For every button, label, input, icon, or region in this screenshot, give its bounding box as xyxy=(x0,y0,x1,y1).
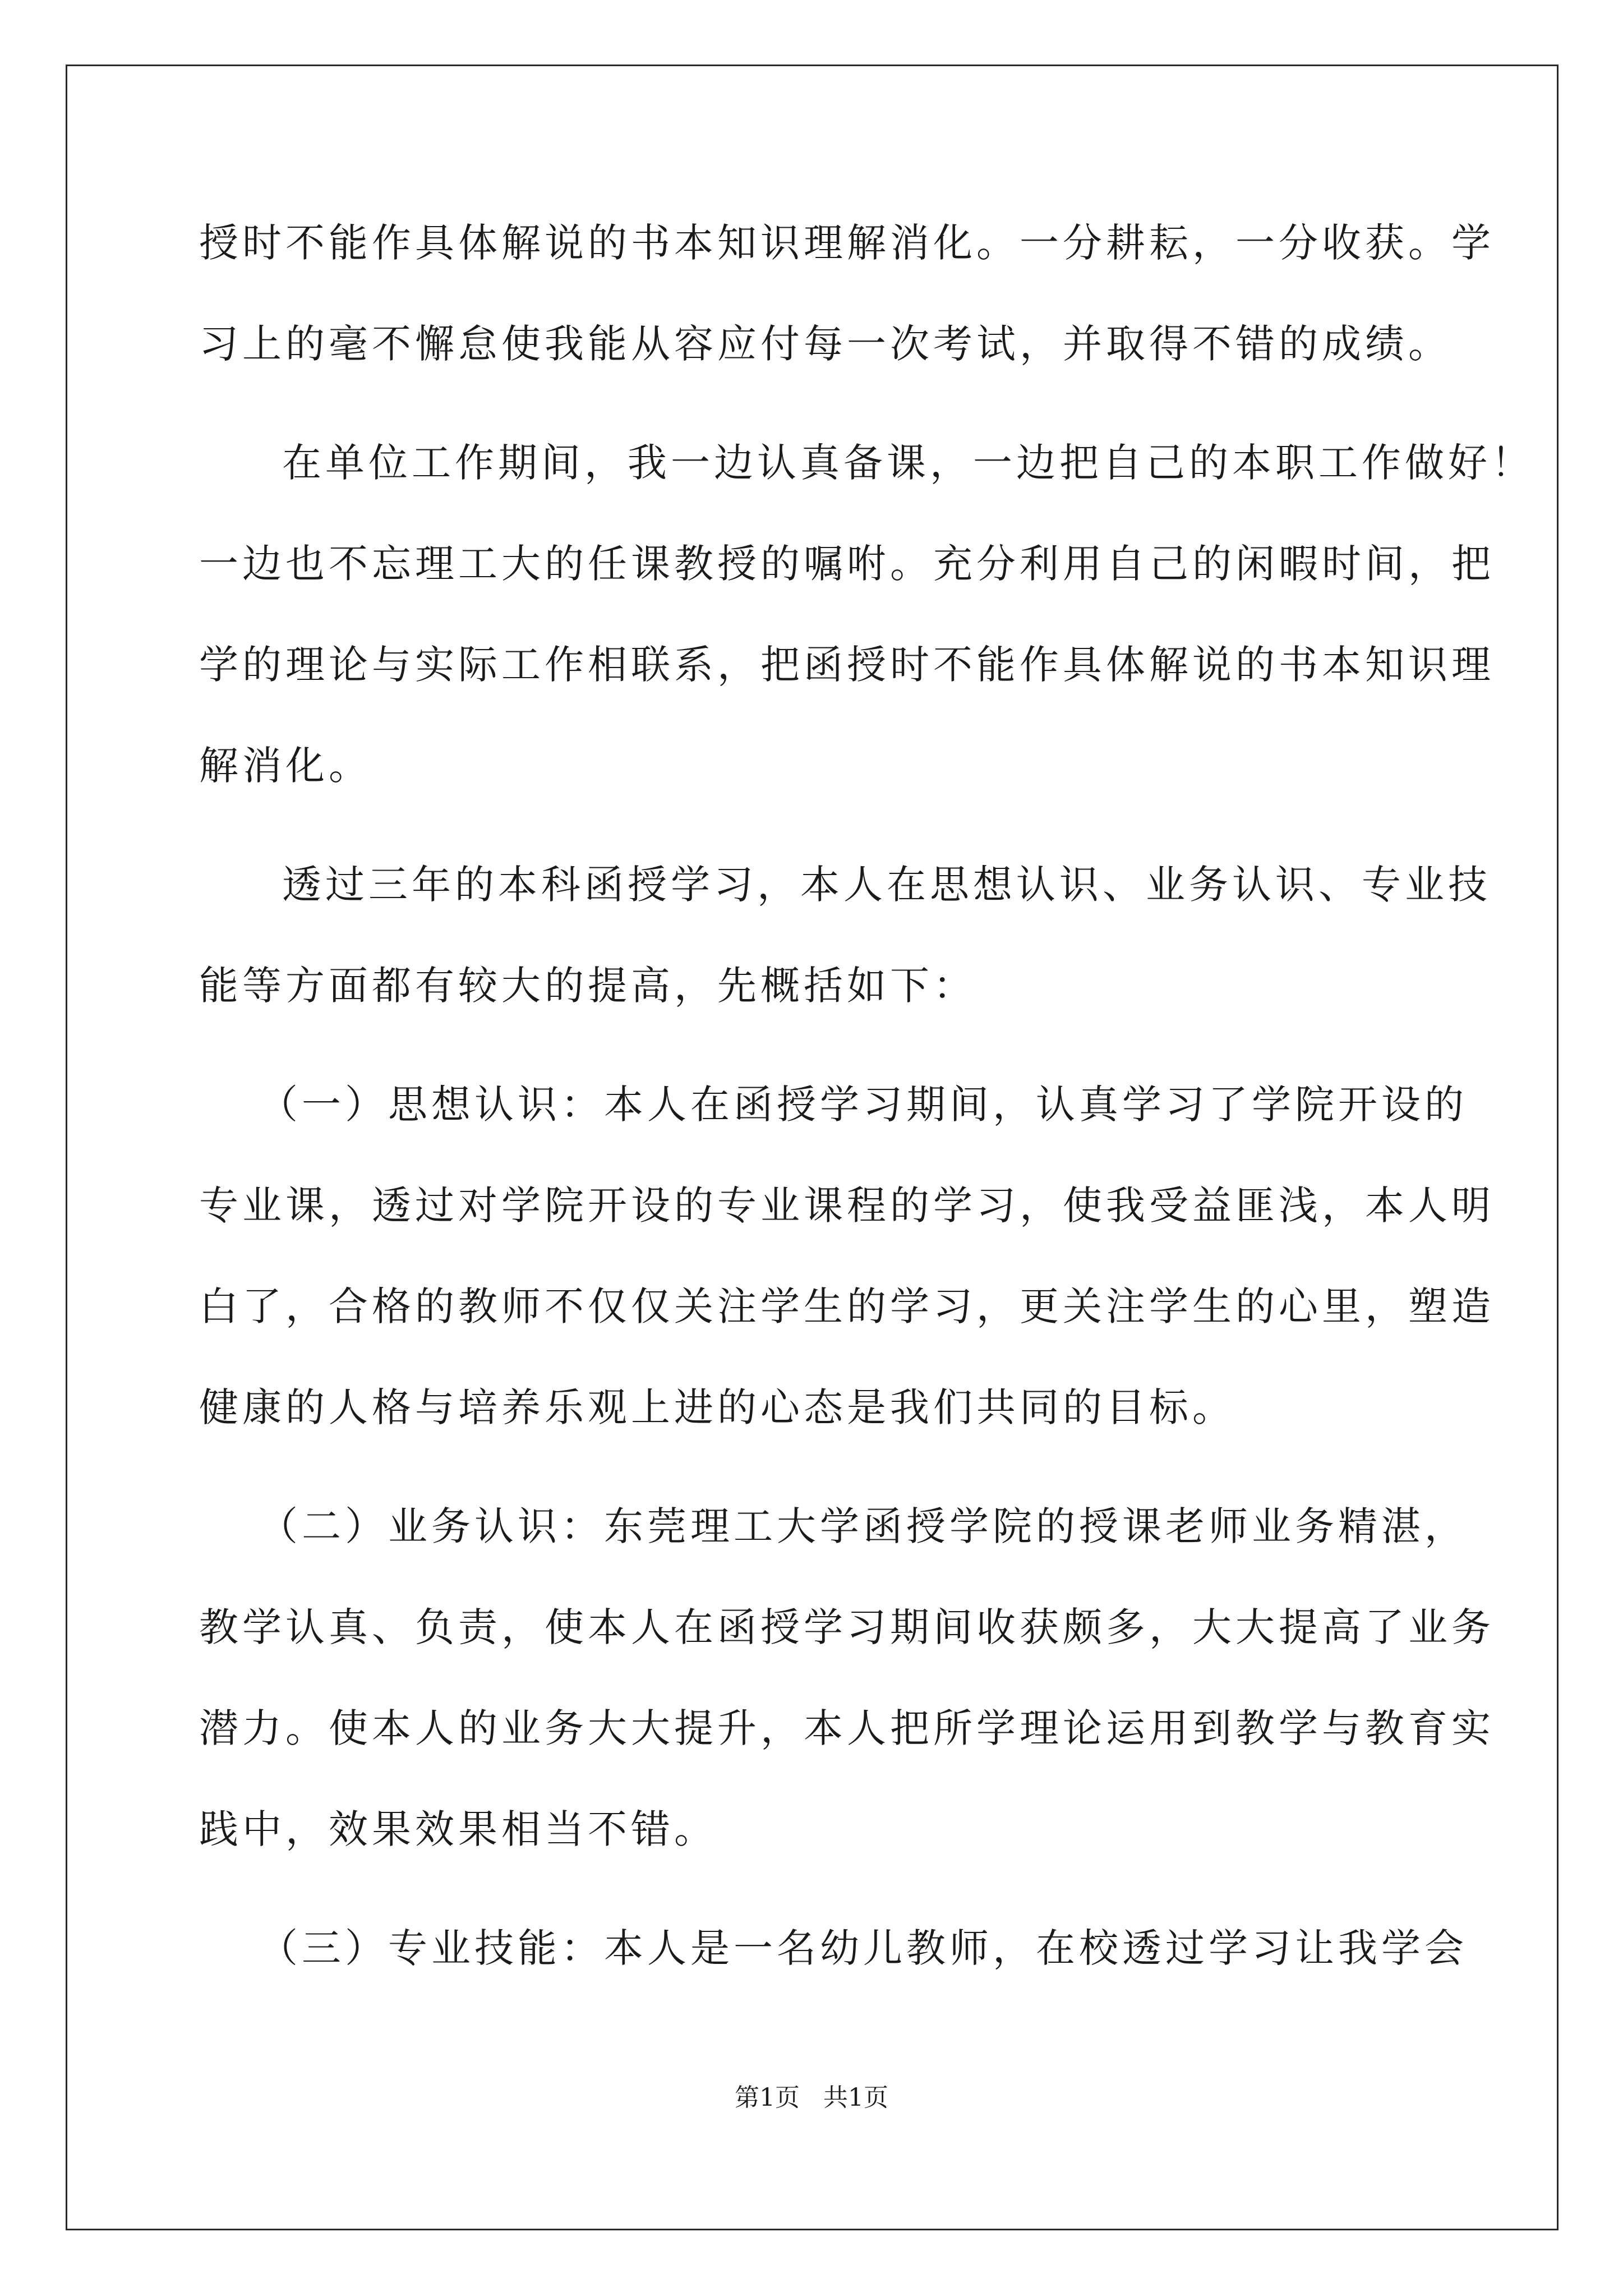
text-line: 践中，效果效果相当不错。 xyxy=(199,1806,717,1852)
text-line: 习上的毫不懈怠使我能从容应付每一次考试，并取得不错的成绩。 xyxy=(199,321,1451,367)
text-line: 一边也不忘理工大的任课教授的嘱咐。充分利用自己的闲暇时间，把 xyxy=(199,541,1495,587)
text-line: 能等方面都有较大的提高，先概括如下： xyxy=(199,963,976,1009)
paragraph-first-line: 在单位工作期间，我一边认真备课，一边把自己的本职工作做好！ xyxy=(282,440,1534,486)
text-line: 潜力。使本人的业务大大提升，本人把所学理论运用到教学与教育实 xyxy=(199,1705,1495,1751)
page-number-footer: 第1页 共1页 xyxy=(735,2083,888,2112)
paragraph-first-line: （二）业务认识：东莞理工大学函授学院的授课老师业务精湛， xyxy=(259,1503,1468,1549)
text-line: 专业课，透过对学院开设的专业课程的学习，使我受益匪浅，本人明 xyxy=(199,1182,1495,1228)
text-line: 白了，合格的教师不仅仅关注学生的学习，更关注学生的心里，塑造 xyxy=(199,1283,1495,1329)
text-line: 解消化。 xyxy=(199,743,372,789)
text-line: 学的理论与实际工作相联系，把函授时不能作具体解说的书本知识理 xyxy=(199,642,1495,688)
page-border xyxy=(66,65,1559,2230)
paragraph-first-line: 透过三年的本科函授学习，本人在思想认识、业务认识、专业技 xyxy=(282,862,1491,908)
text-line: 教学认真、负责，使本人在函授学习期间收获颇多，大大提高了业务 xyxy=(199,1604,1495,1650)
text-line: 健康的人格与培养乐观上进的心态是我们共同的目标。 xyxy=(199,1384,1235,1430)
paragraph-first-line: （一）思想认识：本人在函授学习期间，认真学习了学院开设的 xyxy=(259,1082,1468,1128)
paragraph-first-line: （三）专业技能：本人是一名幼儿教师，在校透过学习让我学会 xyxy=(259,1925,1468,1971)
text-line: 授时不能作具体解说的书本知识理解消化。一分耕耘，一分收获。学 xyxy=(199,220,1495,266)
